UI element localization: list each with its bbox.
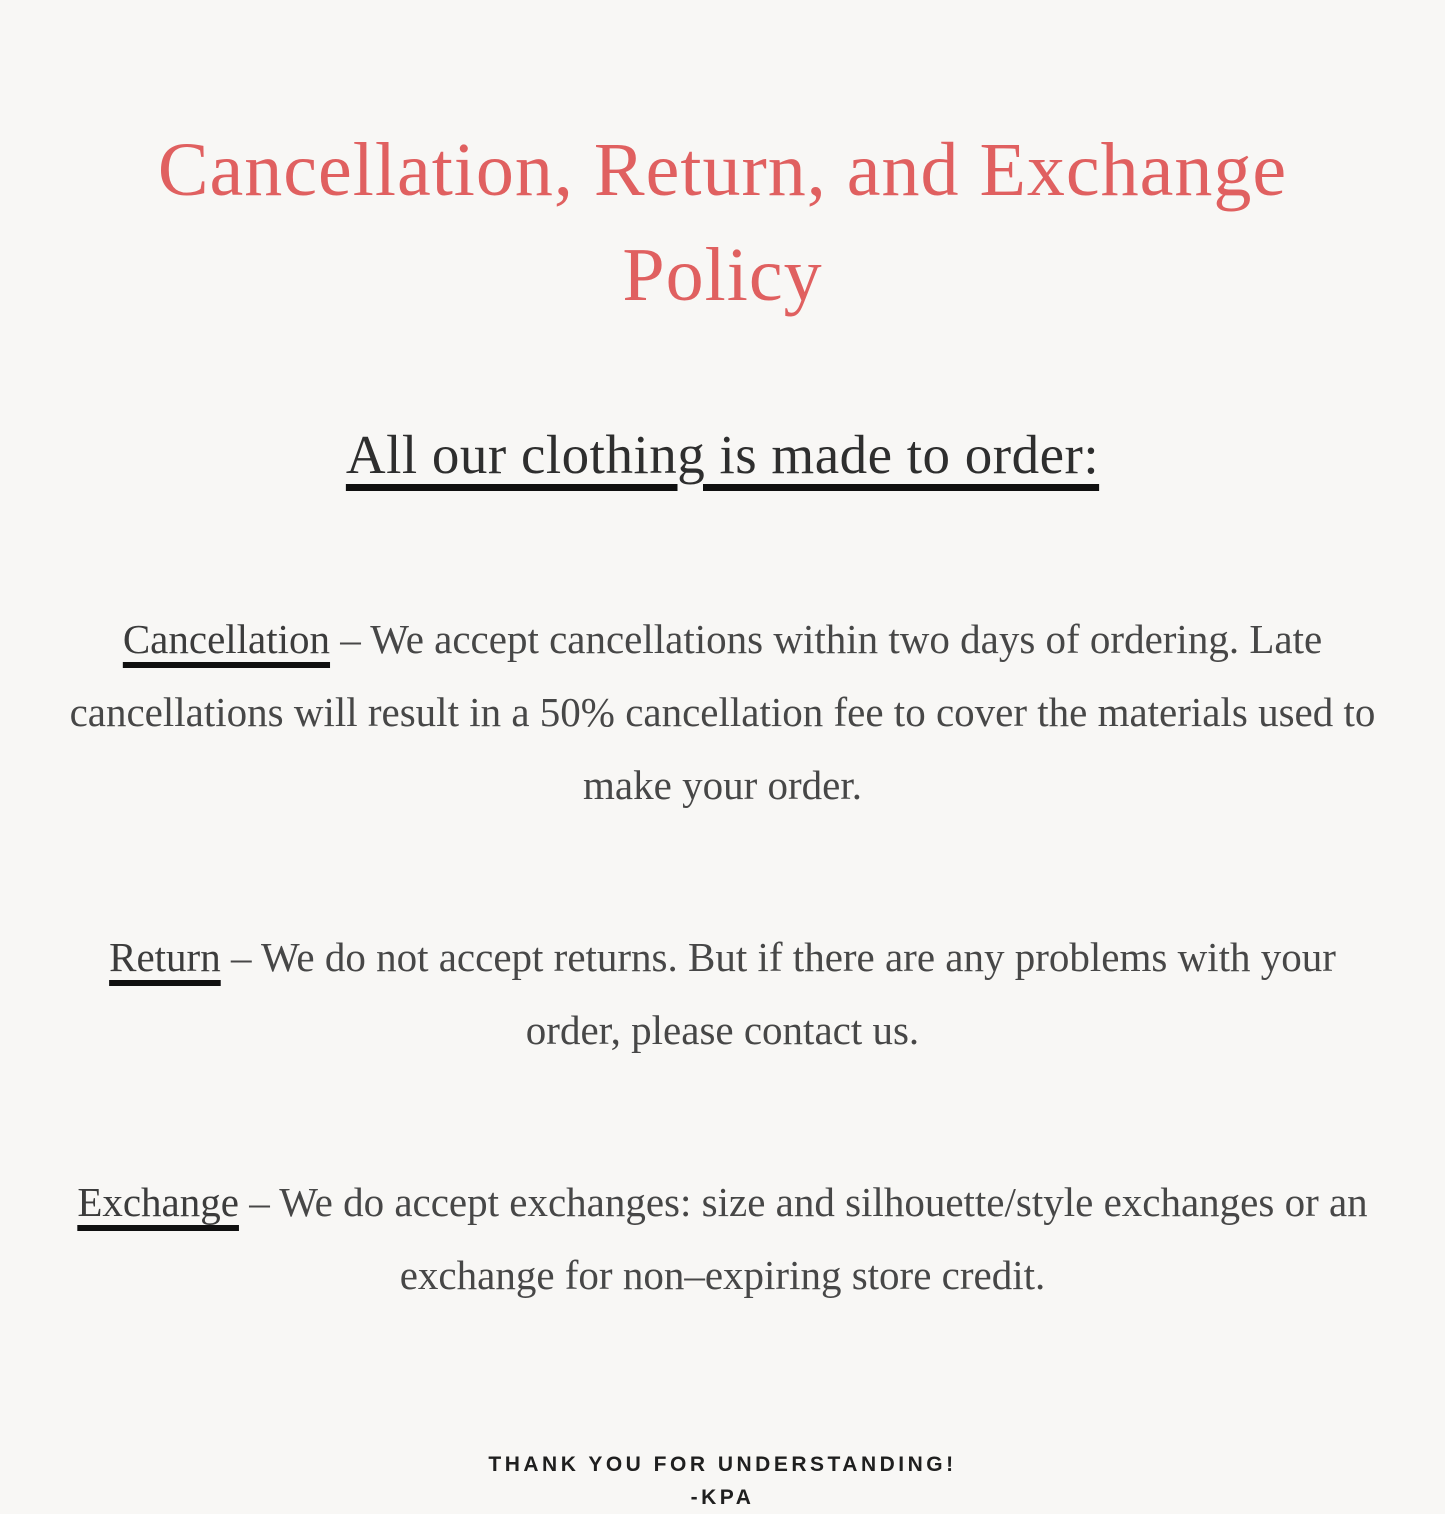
- cancellation-text: – We accept cancellations within two days of ordering. Late cancellations will result in a 50% cancellation fee to cover the materials used to make your order.: [69, 616, 1376, 809]
- policy-title-line2: Policy: [622, 232, 823, 317]
- policy-title-line1: Cancellation, Return, and Exchange: [157, 128, 1288, 212]
- return-keyword: Return: [109, 934, 221, 981]
- cancellation-section: [58, 603, 1388, 822]
- made-to-order-heading: All our clothing is made to order:: [345, 423, 1100, 485]
- cancellation-keyword: Cancellation: [122, 616, 331, 663]
- exchange-keyword: Exchange: [77, 1179, 239, 1226]
- exchange-text: – We do accept exchanges: size and silhouette/style exchanges or an exchange for non–expiring store credit.: [238, 1179, 1368, 1299]
- return-text: – We do not accept returns. But if there are any problems with your order, please contact us.: [220, 934, 1336, 1054]
- footer: [488, 1449, 956, 1514]
- policy-sections: [58, 531, 1388, 1353]
- exchange-section: [58, 1166, 1388, 1312]
- policy-title: [63, 118, 1383, 328]
- thank-you-text: THANK YOU FOR UNDERSTANDING!: [488, 1453, 957, 1477]
- signature-text: -KPA: [690, 1485, 755, 1509]
- return-section: [58, 921, 1388, 1067]
